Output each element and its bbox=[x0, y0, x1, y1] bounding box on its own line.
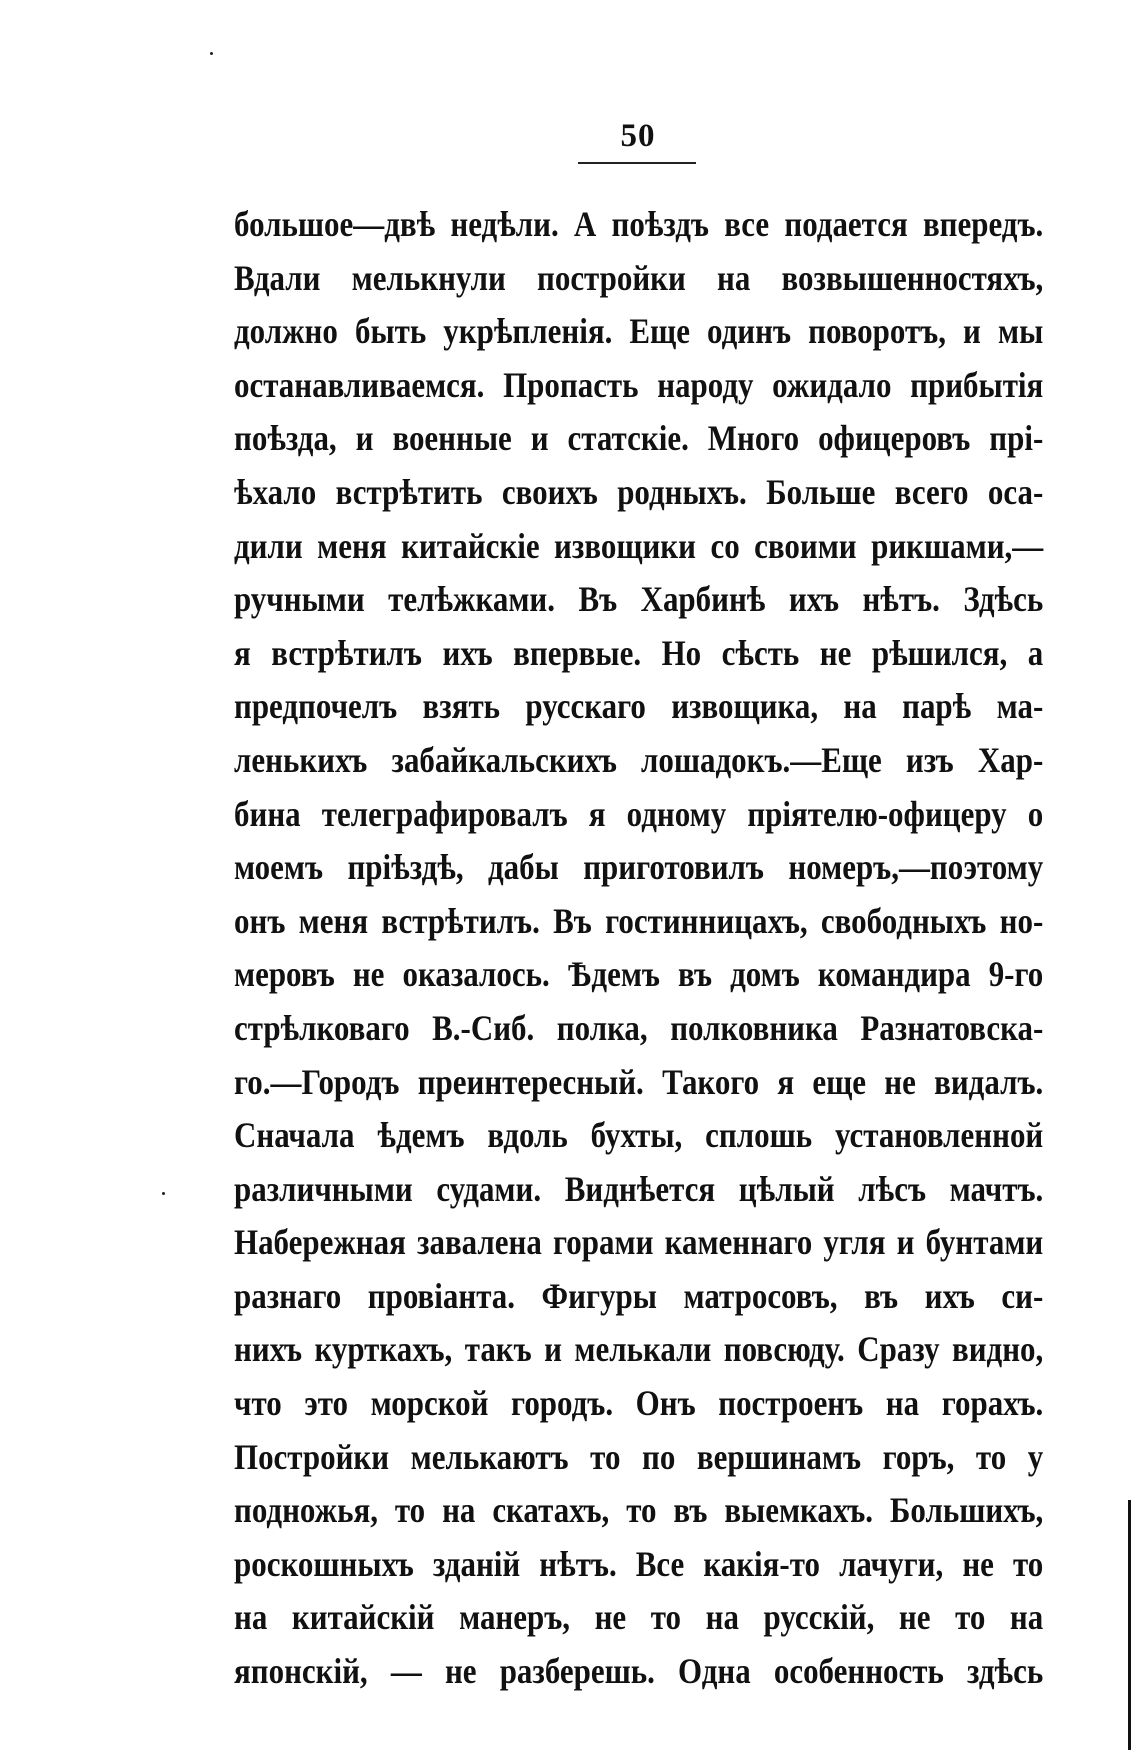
text-line: Сначала ѣдемъ вдоль бухты, сплошь установленной bbox=[234, 1115, 1044, 1156]
text-line: моемъ пріѣздѣ, дабы приготовилъ номеръ,—поэтому bbox=[234, 847, 1044, 888]
text-line: поѣзда, и военные и статскіе. Много офицеровъ прі- bbox=[234, 418, 1044, 459]
text-line: различными судами. Виднѣется цѣлый лѣсъ мачтъ. bbox=[234, 1168, 1044, 1209]
text-line: роскошныхъ зданій нѣтъ. Все какія-то лачуги, не то bbox=[234, 1543, 1044, 1584]
text-line: бина телеграфировалъ я одному пріятелю-офицеру о bbox=[234, 793, 1044, 834]
scan-speck bbox=[162, 1192, 165, 1195]
text-line: на китайскій манеръ, не то на русскій, не то на bbox=[234, 1597, 1044, 1638]
text-line: нихъ курткахъ, такъ и мелькали повсюду. Сразу видно, bbox=[234, 1329, 1044, 1370]
text-line: стрѣлковаго В.-Сиб. полка, полковника Разнатовска- bbox=[234, 1007, 1044, 1048]
text-line: ленькихъ забайкальскихъ лошадокъ.—Еще изъ Хар- bbox=[234, 739, 1044, 780]
text-line: предпочелъ взять русскаго извощика, на парѣ ма- bbox=[234, 686, 1044, 727]
text-line: подножья, то на скатахъ, то въ выемкахъ. Большихъ, bbox=[234, 1490, 1044, 1531]
text-line: Набережная завалена горами каменнаго угля и бунтами bbox=[234, 1222, 1044, 1263]
text-line: дили меня китайскіе извощики со своими рикшами,— bbox=[234, 525, 1044, 566]
text-line: меровъ не оказалось. Ѣдемъ въ домъ командира 9-го bbox=[234, 954, 1044, 995]
text-line: что это морской городъ. Онъ построенъ на горахъ. bbox=[234, 1383, 1044, 1424]
scan-speck bbox=[210, 52, 213, 55]
text-line: онъ меня встрѣтилъ. Въ гостинницахъ, свободныхъ но- bbox=[234, 900, 1044, 941]
text-line: разнаго провіанта. Фигуры матросовъ, въ ихъ си- bbox=[234, 1275, 1044, 1316]
body-text bbox=[234, 198, 1044, 1699]
text-line: Постройки мелькаютъ то по вершинамъ горъ, то у bbox=[234, 1436, 1044, 1477]
text-line: я встрѣтилъ ихъ впервые. Но сѣсть не рѣшился, а bbox=[234, 632, 1044, 673]
text-line: го.—Городъ преинтересный. Такого я еще не видалъ. bbox=[234, 1061, 1044, 1102]
scan-edge-line bbox=[1128, 1500, 1131, 1750]
text-line: японскій, — не разберешь. Одна особенность здѣсь bbox=[234, 1651, 1044, 1692]
text-line: ручными телѣжками. Въ Харбинѣ ихъ нѣтъ. Здѣсь bbox=[234, 579, 1044, 620]
text-line: ѣхало встрѣтить своихъ родныхъ. Больше всего оса- bbox=[234, 471, 1044, 512]
text-line: большое—двѣ недѣли. А поѣздъ все подается впередъ. bbox=[234, 204, 1044, 244]
text-line: Вдали мелькнули постройки на возвышенностяхъ, bbox=[234, 257, 1044, 298]
text-line: останавливаемся. Пропасть народу ожидало прибытія bbox=[234, 364, 1044, 405]
text-line: должно быть укрѣпленія. Еще одинъ поворотъ, и мы bbox=[234, 311, 1044, 352]
page-number: 50 bbox=[620, 118, 656, 154]
page-number-rule bbox=[578, 162, 696, 164]
